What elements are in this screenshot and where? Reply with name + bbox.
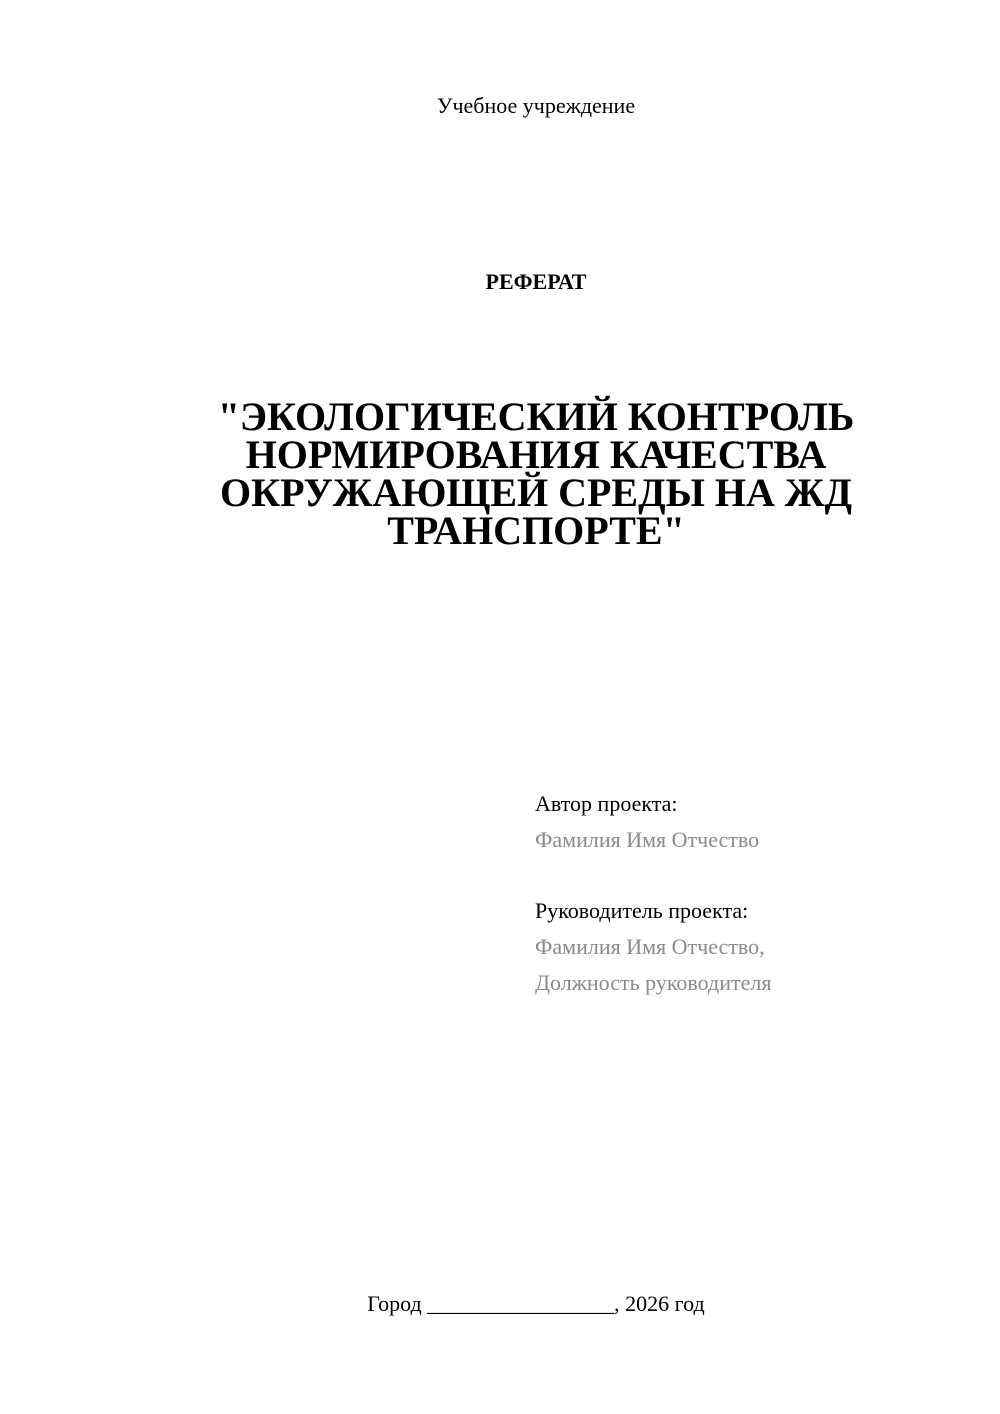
institution-name: Учебное учреждение: [436, 93, 636, 118]
supervisor-name: Фамилия Имя Отчество,: [535, 934, 765, 959]
supervisor-block: [535, 893, 771, 1001]
city-year-footer: Город _________________, 2026 год: [367, 1291, 705, 1316]
title-line: ТРАНСПОРТЕ": [387, 508, 685, 553]
author-label: Автор проекта:: [535, 791, 678, 816]
supervisor-position: Должность руководителя: [535, 970, 772, 995]
author-block: [535, 786, 759, 858]
title-line: ОКРУЖАЮЩЕЙ СРЕДЫ НА ЖД: [220, 470, 852, 515]
title-line: "ЭКОЛОГИЧЕСКИЙ КОНТРОЛЬ: [217, 394, 855, 439]
document-title: [200, 394, 872, 553]
author-name: Фамилия Имя Отчество: [535, 827, 760, 852]
title-line: НОРМИРОВАНИЯ КАЧЕСТВА: [245, 432, 827, 477]
document-type: РЕФЕРАТ: [485, 269, 587, 294]
supervisor-label: Руководитель проекта:: [535, 898, 749, 923]
